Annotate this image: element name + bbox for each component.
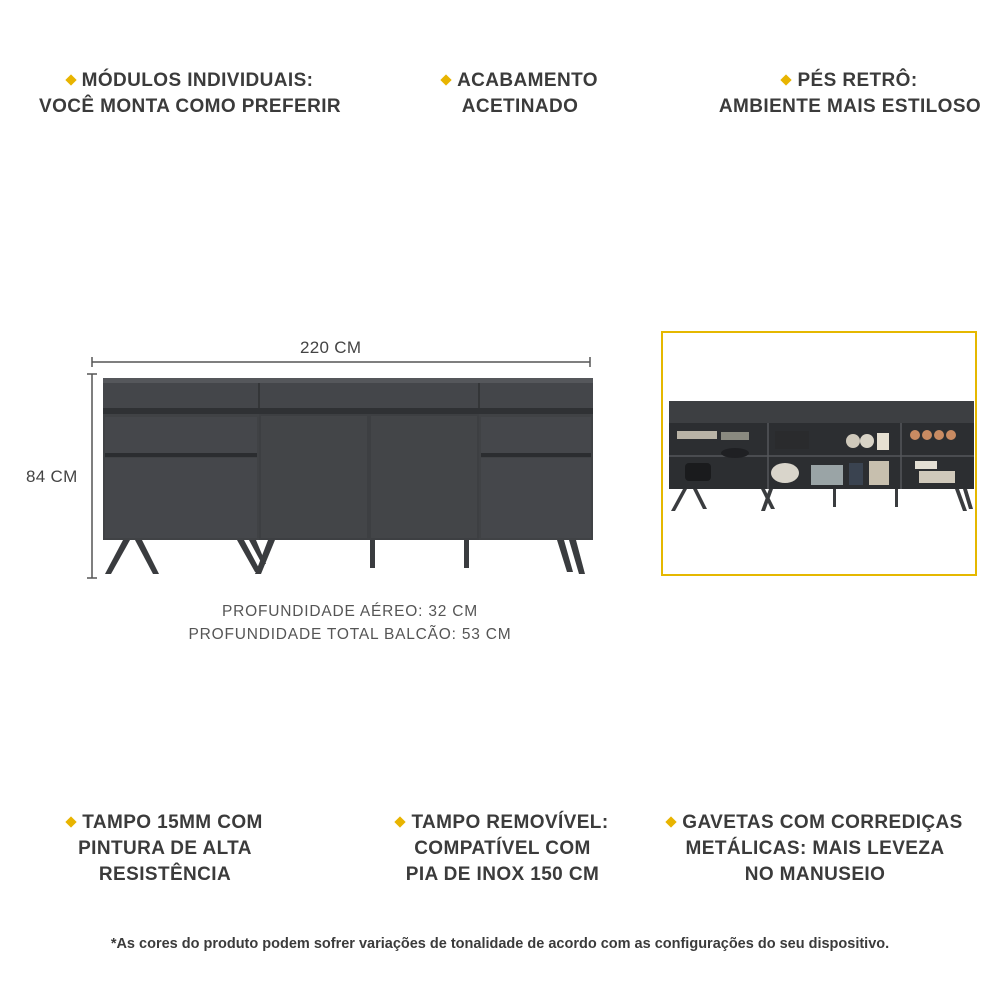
feature-line: PINTURA DE ALTA [78,838,252,859]
width-label: 220 CM [300,338,362,357]
thumbnail-legs [671,489,973,511]
feature-title: TAMPO REMOVÍVEL: [411,812,609,833]
height-label: 84 CM [26,467,78,486]
feature-line: NO MANUSEIO [744,864,886,885]
feature-title: ACABAMENTO [457,70,598,91]
open-cabinet-illustration [663,333,975,574]
sideboard-illustration [85,360,600,582]
depth-total-label: PROFUNDIDADE TOTAL BALCÃO: 53 CM [188,626,512,643]
feature-title: PÉS RETRÔ: [797,70,918,91]
feature-line: AMBIENTE MAIS ESTILOSO [718,96,982,117]
left-drawer[interactable] [105,417,257,453]
feature-title: TAMPO 15MM COM [82,812,263,833]
retro-legs [105,540,585,574]
feature-line: VOCÊ MONTA COMO PREFERIR [39,96,341,117]
left-door[interactable] [105,458,257,538]
open-cabinet-thumbnail[interactable] [661,331,977,576]
feature-line: RESISTÊNCIA [98,864,232,885]
right-drawer[interactable] [481,417,591,453]
right-door[interactable] [481,458,591,538]
feature-title: GAVETAS COM CORREDIÇAS [682,812,963,833]
color-disclaimer: *As cores do produto podem sofrer variações de tonalidade de acordo com as configurações do seu dispositivo. [110,936,890,952]
center-door-left[interactable] [261,416,367,538]
right-drawer-handle [481,453,591,457]
feature-title: MÓDULOS INDIVIDUAIS: [81,70,314,91]
feature-line: ACETINADO [461,96,579,117]
left-drawer-handle [105,453,257,457]
depth-aereo-label: PROFUNDIDADE AÉREO: 32 CM [222,603,478,620]
countertop-edge [103,408,593,414]
center-door-right[interactable] [371,416,477,538]
feature-line: PIA DE INOX 150 CM [405,864,600,885]
feature-line: COMPATÍVEL COM [414,838,591,859]
feature-line: METÁLICAS: MAIS LEVEZA [685,838,945,859]
